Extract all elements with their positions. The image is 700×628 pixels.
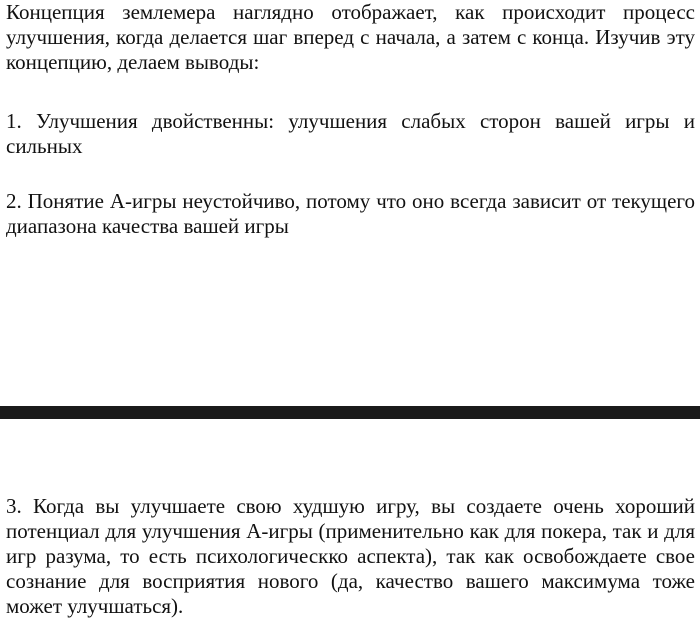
conclusion-item-3: 3. Когда вы улучшаете свою худшую игру, вы создаете очень хороший потенциал для улучшения А-игры (применительно как для покера, так и для игр разума, то есть психологическко аспекта), так как освобождаете свое сознание для восприятия нового (да, качество вашего максимума тоже может улучшаться). bbox=[6, 494, 695, 618]
intro-paragraph: Концепция землемера наглядно отображает, как происходит процесс улучшения, когда делается шаг вперед с начала, а затем с конца. Изучив эту концепцию, делаем выводы: bbox=[6, 0, 695, 74]
document-page-2 bbox=[0, 419, 700, 628]
page-break-divider bbox=[0, 406, 700, 419]
conclusion-item-2: 2. Понятие А-игры неустойчиво, потому что оно всегда зависит от текущего диапазона качества вашей игры bbox=[6, 189, 695, 238]
conclusion-item-1: 1. Улучшения двойственны: улучшения слабых сторон вашей игры и сильных bbox=[6, 109, 695, 158]
